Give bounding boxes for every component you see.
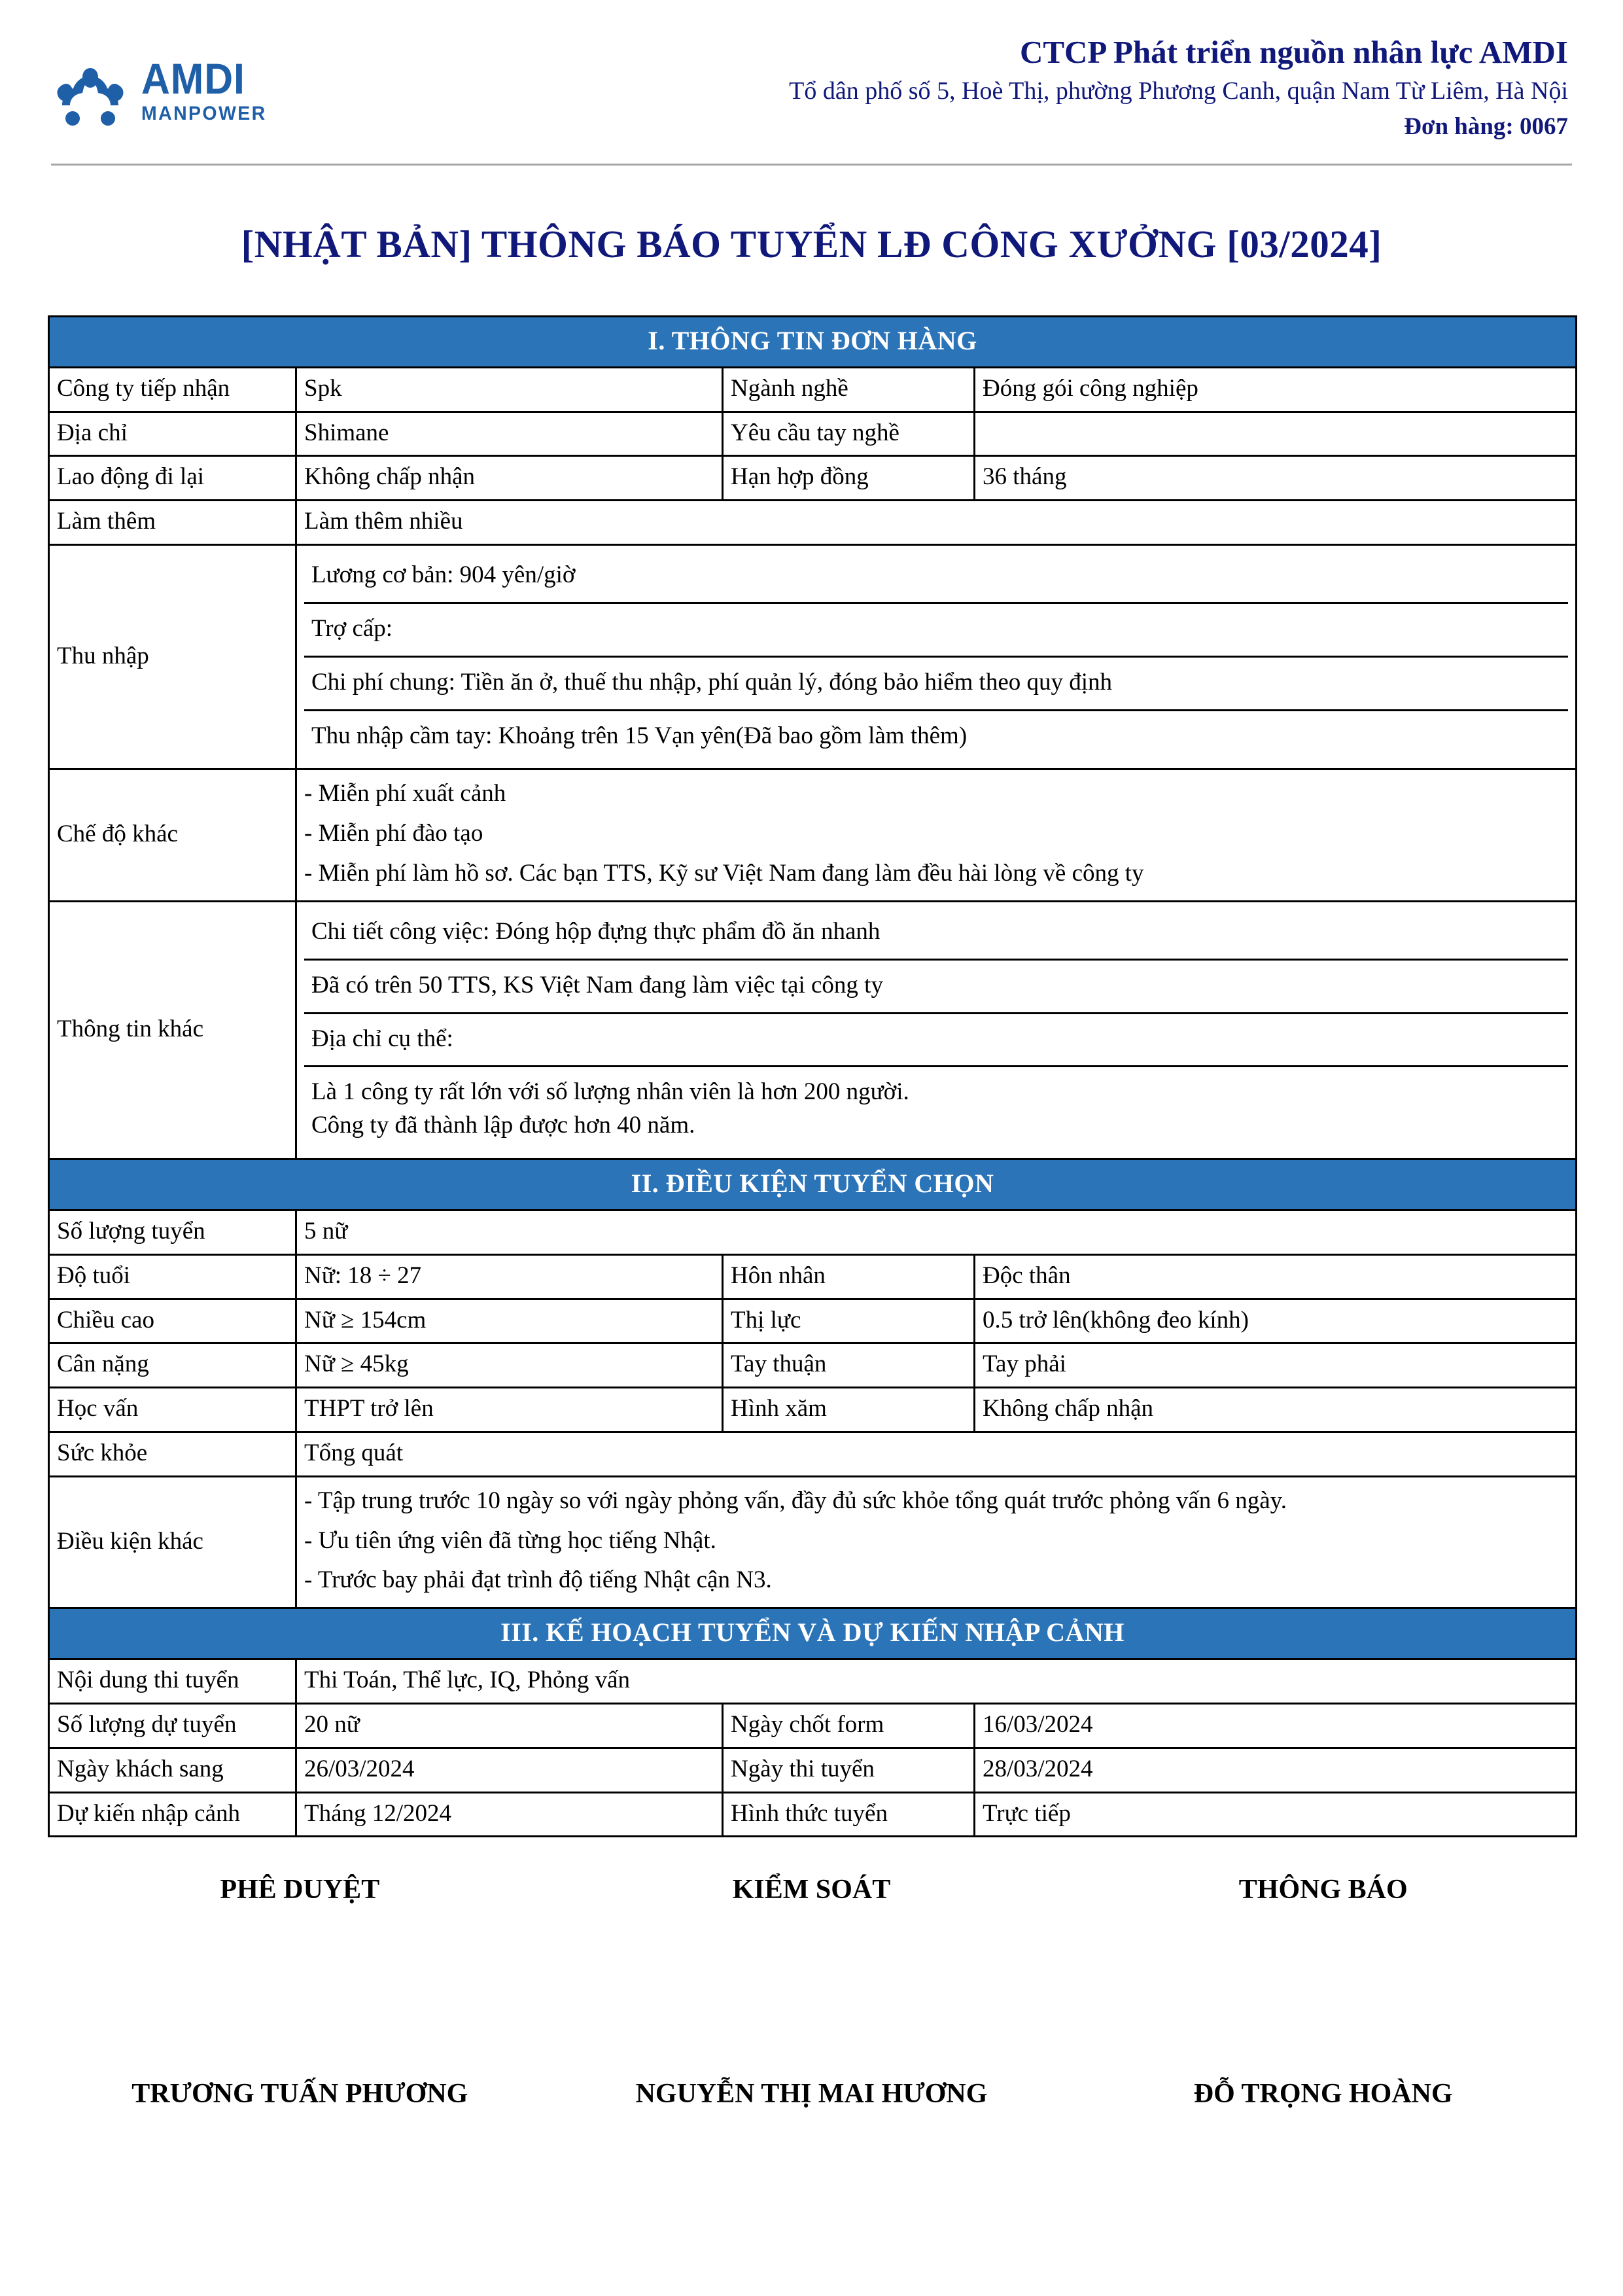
thong-tin-khac-line: Đã có trên 50 TTS, KS Việt Nam đang làm việc tại công ty — [304, 959, 1568, 1013]
thong-tin-khac-line: Địa chỉ cụ thể: — [304, 1013, 1568, 1067]
value-suc-khoe: Tổng quát — [296, 1432, 1577, 1476]
value-hinh-xam: Không chấp nhận — [975, 1388, 1577, 1432]
thu-nhap-subtable — [304, 550, 1568, 762]
label-hoc-van: Học vấn — [49, 1388, 296, 1432]
signature-name-kiem-soat: NGUYỄN THỊ MAI HƯƠNG — [635, 2079, 988, 2110]
label-can-nang: Cân nặng — [49, 1343, 296, 1388]
document-header — [0, 0, 1623, 164]
table-row — [49, 1792, 1577, 1837]
thong-tin-khac-subtable — [304, 907, 1568, 1152]
value-han-hop-dong: 36 tháng — [975, 456, 1577, 501]
table-row-dieu-kien-khac — [49, 1476, 1577, 1608]
thu-nhap-line: Trợ cấp: — [304, 603, 1568, 656]
signature-role-phe-duyet: PHÊ DUYỆT — [220, 1875, 380, 1905]
label-dia-chi: Địa chỉ — [49, 412, 296, 456]
value-hinh-thuc-tuyen: Trực tiếp — [975, 1792, 1577, 1837]
label-che-do-khac: Chế độ khác — [49, 769, 296, 901]
thong-tin-khac-subline: Công ty đã thành lập được hơn 40 năm. — [311, 1112, 695, 1139]
label-chieu-cao: Chiều cao — [49, 1299, 296, 1343]
value-lao-dong-di-lai: Không chấp nhận — [296, 456, 723, 501]
signature-roles — [48, 1874, 1575, 1905]
signature-name-phe-duyet: TRƯƠNG TUẤN PHƯƠNG — [131, 2079, 468, 2110]
logo-sub-text: MANPOWER — [141, 103, 267, 124]
value-lam-them: Làm thêm nhiều — [296, 501, 1577, 545]
section-heading-3: III. KẾ HOẠCH TUYỂN VÀ DỰ KIẾN NHẬP CẢNH — [49, 1608, 1577, 1659]
header-divider — [51, 164, 1572, 166]
label-hon-nhan: Hôn nhân — [723, 1254, 975, 1299]
value-can-nang: Nữ ≥ 45kg — [296, 1343, 723, 1388]
section-heading-1: I. THÔNG TIN ĐƠN HÀNG — [49, 317, 1577, 368]
value-so-luong-du-tuyen: 20 nữ — [296, 1703, 723, 1748]
table-row — [49, 1432, 1577, 1476]
value-dia-chi: Shimane — [296, 412, 723, 456]
value-tay-thuan: Tay phải — [975, 1343, 1577, 1388]
value-chieu-cao: Nữ ≥ 154cm — [296, 1299, 723, 1343]
label-han-hop-dong: Hạn hợp đồng — [723, 456, 975, 501]
value-hoc-van: THPT trở lên — [296, 1388, 723, 1432]
value-dieu-kien-khac — [296, 1476, 1577, 1608]
thu-nhap-line: Thu nhập cầm tay: Khoảng trên 15 Vạn yên(Đã bao gồm làm thêm) — [311, 722, 968, 749]
dieu-kien-bullet: - Trước bay phải đạt trình độ tiếng Nhật cận N3. — [304, 1566, 772, 1594]
value-ngay-chot-form: 16/03/2024 — [975, 1703, 1577, 1748]
dieu-kien-bullet: - Ưu tiên ứng viên đã từng học tiếng Nhật. — [304, 1527, 716, 1554]
label-yeu-cau-tay-nghe: Yêu cầu tay nghề — [723, 412, 975, 456]
label-tay-thuan: Tay thuận — [723, 1343, 975, 1388]
label-dieu-kien-khac: Điều kiện khác — [49, 1476, 296, 1608]
value-noi-dung-thi-tuyen: Thi Toán, Thể lực, IQ, Phỏng vấn — [296, 1659, 1577, 1704]
dieu-kien-bullet: - Tập trung trước 10 ngày so với ngày phỏng vấn, đầy đủ sức khỏe tổng quát trước phỏng vấn 6 ngày. — [304, 1487, 1287, 1514]
value-do-tuoi: Nữ: 18 ÷ 27 — [296, 1254, 723, 1299]
company-logo — [51, 34, 332, 130]
table-row — [49, 456, 1577, 501]
table-row — [49, 501, 1577, 545]
table-row — [49, 412, 1577, 456]
value-thi-luc: 0.5 trở lên(không đeo kính) — [975, 1299, 1577, 1343]
label-hinh-thuc-tuyen: Hình thức tuyển — [723, 1792, 975, 1837]
label-so-luong-du-tuyen: Số lượng dự tuyển — [49, 1703, 296, 1748]
value-thu-nhap-group — [296, 545, 1577, 769]
table-row — [49, 1659, 1577, 1704]
signature-role-thong-bao: THÔNG BÁO — [1238, 1875, 1408, 1905]
label-so-luong-tuyen: Số lượng tuyển — [49, 1210, 296, 1254]
label-nganh-nghe: Ngành nghề — [723, 367, 975, 412]
label-thi-luc: Thị lực — [723, 1299, 975, 1343]
value-so-luong-tuyen: 5 nữ — [296, 1210, 1577, 1254]
thong-tin-khac-line-multi — [304, 1067, 1568, 1152]
che-do-bullet: - Miễn phí đào tạo — [304, 820, 483, 847]
label-lao-dong-di-lai: Lao động đi lại — [49, 456, 296, 501]
label-ngay-thi-tuyen: Ngày thi tuyển — [723, 1748, 975, 1792]
label-hinh-xam: Hình xăm — [723, 1388, 975, 1432]
label-thong-tin-khac: Thông tin khác — [49, 901, 296, 1159]
table-row — [49, 1703, 1577, 1748]
company-address: Tổ dân phố số 5, Hoè Thị, phường Phương Canh, quận Nam Từ Liêm, Hà Nội — [789, 77, 1568, 105]
section-heading-2: II. ĐIỀU KIỆN TUYỂN CHỌN — [49, 1159, 1577, 1210]
label-noi-dung-thi-tuyen: Nội dung thi tuyển — [49, 1659, 296, 1704]
section-heading-row-1 — [49, 317, 1577, 368]
document-table — [48, 315, 1577, 1837]
thong-tin-khac-subline: Là 1 công ty rất lớn với số lượng nhân viên là hơn 200 người. — [311, 1078, 909, 1106]
signature-name-thong-bao: ĐỖ TRỌNG HOÀNG — [1193, 2079, 1453, 2110]
page-title: [NHẬT BẢN] THÔNG BÁO TUYỂN LĐ CÔNG XƯỞNG [03/2024] — [241, 222, 1382, 266]
value-yeu-cau-tay-nghe — [975, 412, 1577, 456]
section-heading-row-2 — [49, 1159, 1577, 1210]
label-ngay-chot-form: Ngày chốt form — [723, 1703, 975, 1748]
value-che-do-khac — [296, 769, 1577, 901]
table-row — [49, 367, 1577, 412]
logo-brand-text: AMDI — [141, 54, 245, 103]
thong-tin-khac-line: Chi tiết công việc: Đóng hộp đựng thực phẩm đồ ăn nhanh — [304, 907, 1568, 959]
che-do-bullet: - Miễn phí làm hồ sơ. Các bạn TTS, Kỹ sư Việt Nam đang làm đều hài lòng về công ty — [304, 860, 1144, 887]
label-lam-them: Làm thêm — [49, 501, 296, 545]
section-heading-row-3 — [49, 1608, 1577, 1659]
amdi-people-circle-icon — [51, 51, 130, 130]
table-row — [49, 1299, 1577, 1343]
value-thong-tin-khac-group — [296, 901, 1577, 1159]
value-du-kien-nhap-canh: Tháng 12/2024 — [296, 1792, 723, 1837]
label-du-kien-nhap-canh: Dự kiến nhập cảnh — [49, 1792, 296, 1837]
label-cong-ty-tiep-nhan: Công ty tiếp nhận — [49, 367, 296, 412]
signature-names — [48, 2078, 1575, 2110]
table-row-thu-nhap — [49, 545, 1577, 769]
che-do-bullet: - Miễn phí xuất cảnh — [304, 780, 506, 807]
thu-nhap-line: Lương cơ bản: 904 yên/giờ — [304, 550, 1568, 603]
label-do-tuoi: Độ tuổi — [49, 1254, 296, 1299]
value-ngay-khach-sang: 26/03/2024 — [296, 1748, 723, 1792]
signature-role-kiem-soat: KIỂM SOÁT — [732, 1875, 891, 1905]
label-ngay-khach-sang: Ngày khách sang — [49, 1748, 296, 1792]
table-row — [49, 1254, 1577, 1299]
document-table-wrapper — [48, 315, 1575, 1837]
company-name: CTCP Phát triển nguồn nhân lực AMDI — [1019, 34, 1568, 70]
table-row-che-do-khac — [49, 769, 1577, 901]
value-cong-ty-tiep-nhan: Spk — [296, 367, 723, 412]
header-company-block — [332, 34, 1572, 143]
table-row — [49, 1748, 1577, 1792]
label-suc-khoe: Sức khỏe — [49, 1432, 296, 1476]
table-row — [49, 1210, 1577, 1254]
table-row — [49, 1343, 1577, 1388]
thu-nhap-line: Chi phí chung: Tiền ăn ở, thuế thu nhập, phí quản lý, đóng bảo hiểm theo quy định — [304, 656, 1568, 710]
table-row — [49, 1388, 1577, 1432]
table-row-thong-tin-khac — [49, 901, 1577, 1159]
label-thu-nhap: Thu nhập — [49, 545, 296, 769]
value-nganh-nghe: Đóng gói công nghiệp — [975, 367, 1577, 412]
value-hon-nhan: Độc thân — [975, 1254, 1577, 1299]
value-ngay-thi-tuyen: 28/03/2024 — [975, 1748, 1577, 1792]
order-number: Đơn hàng: 0067 — [1404, 113, 1568, 141]
